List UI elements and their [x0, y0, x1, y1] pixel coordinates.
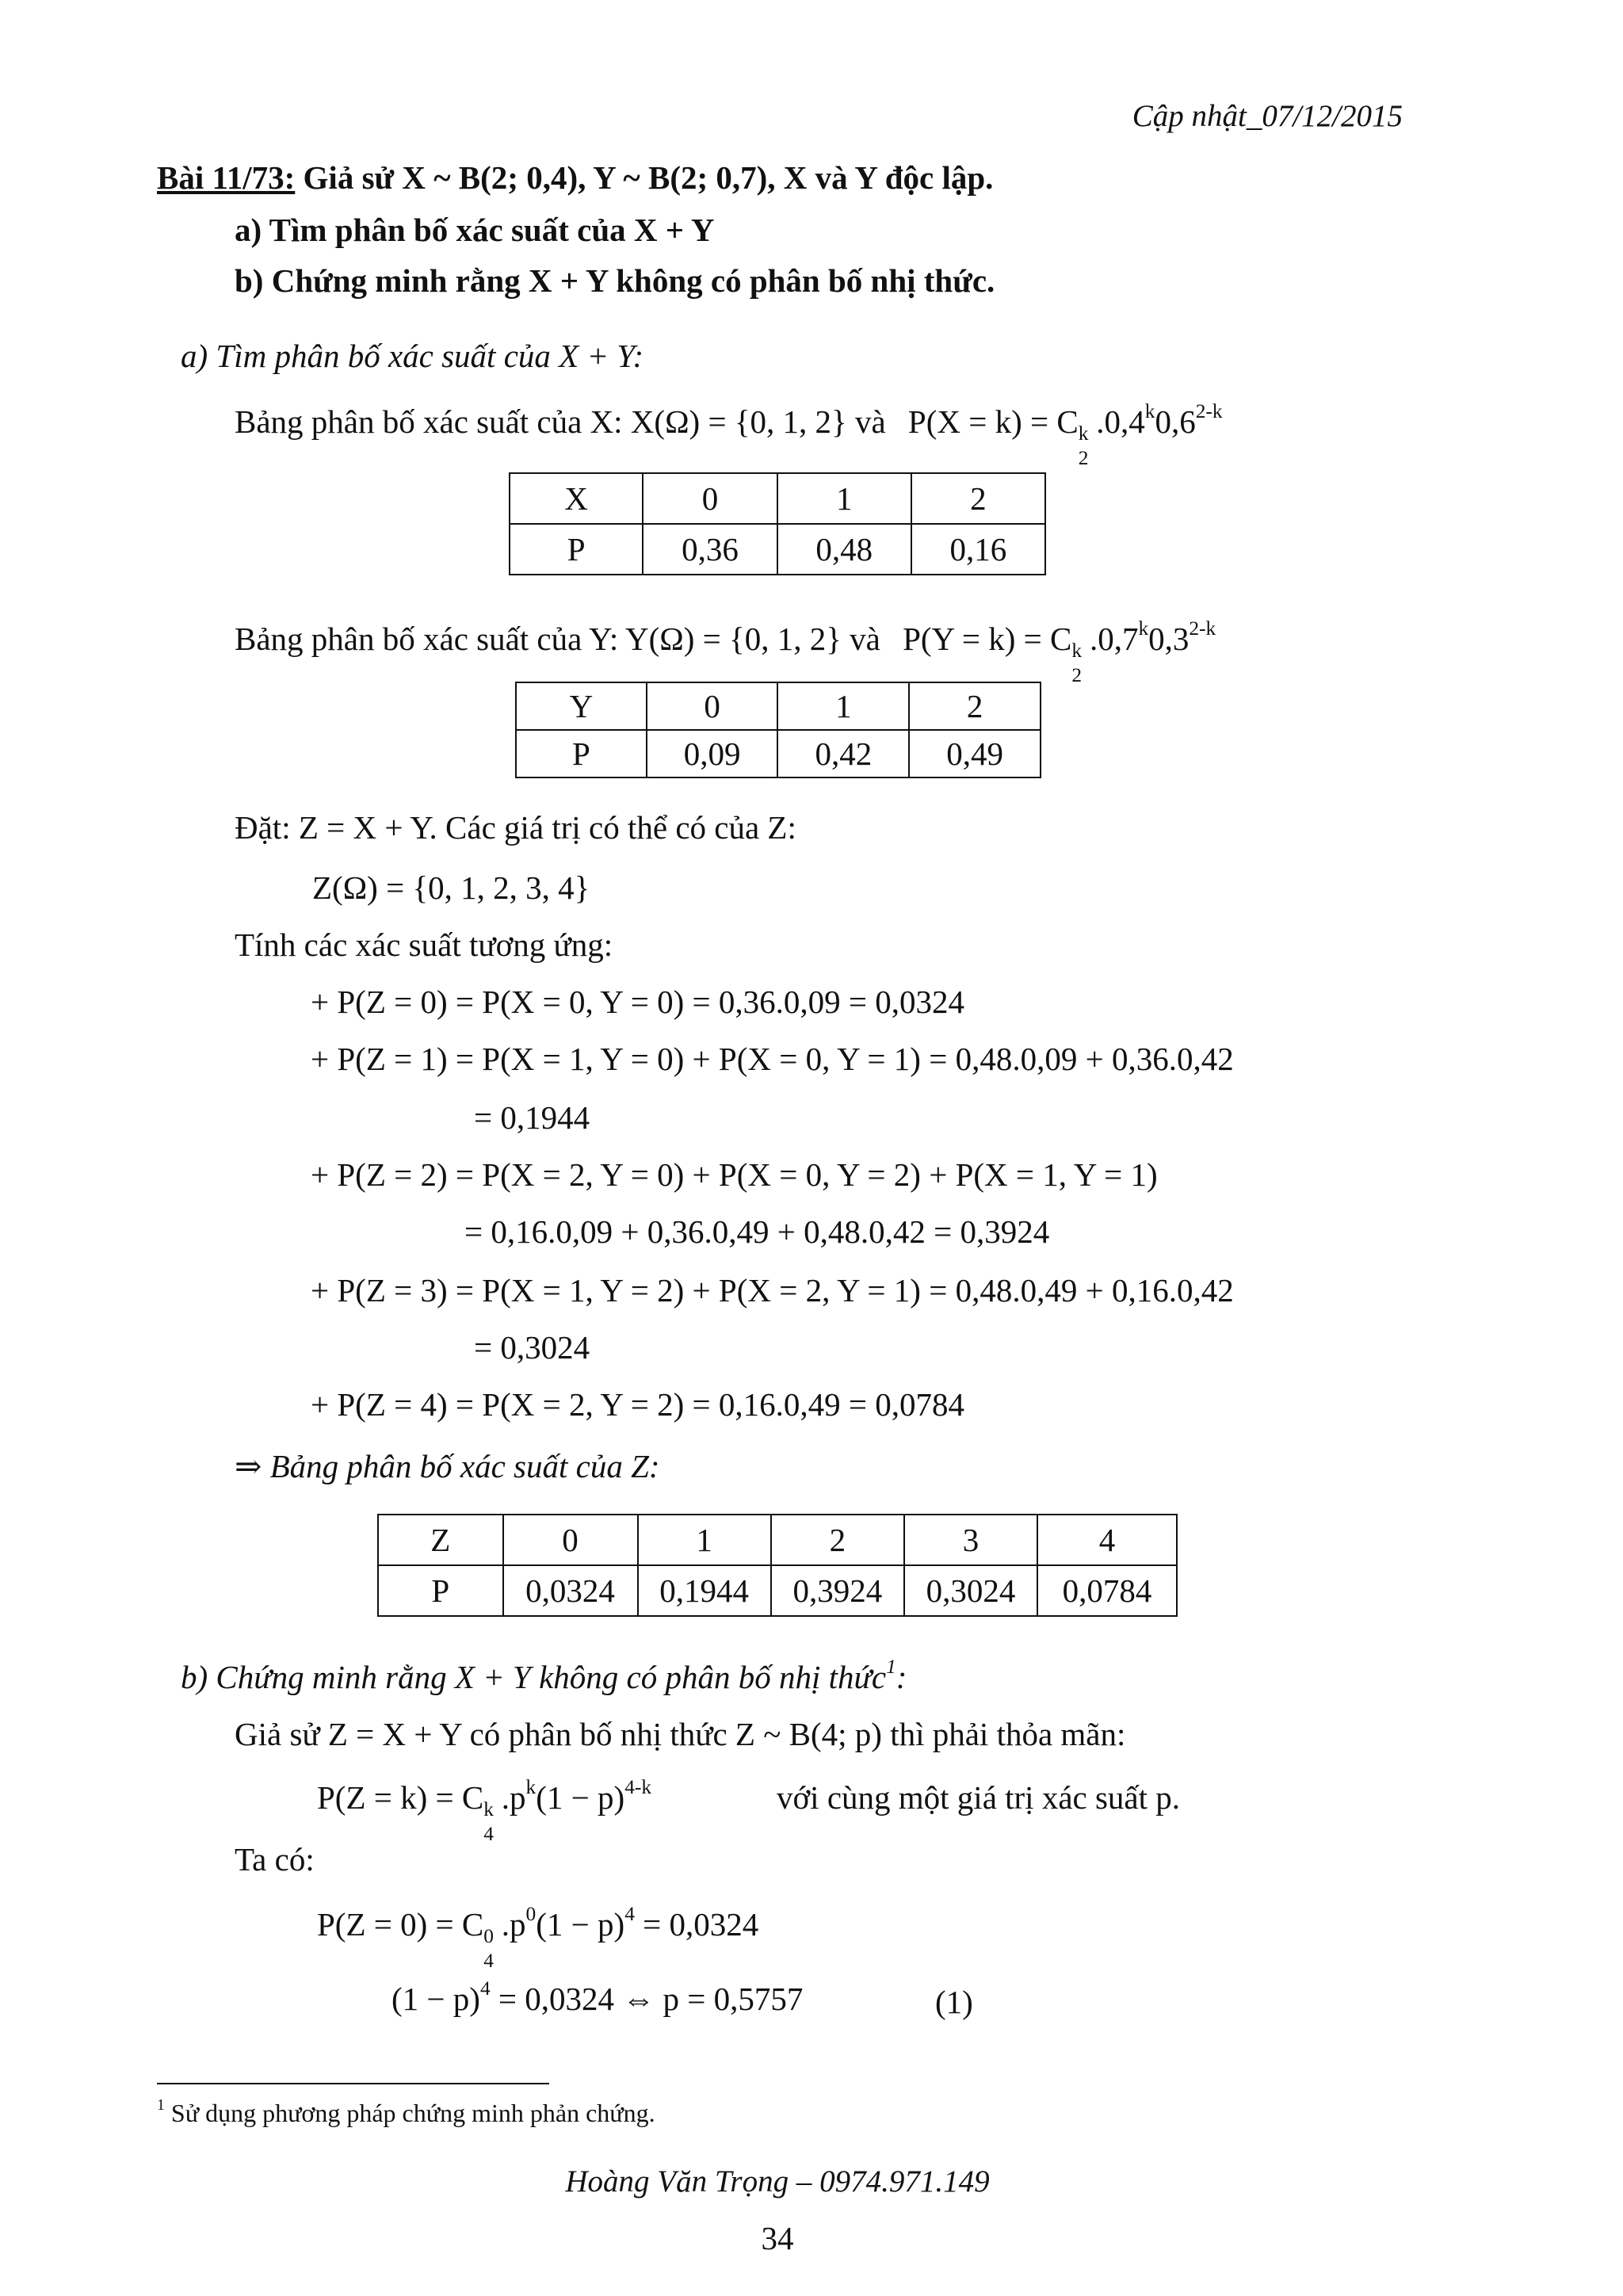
calc-line: = 0,3024: [474, 1329, 590, 1366]
calc-intro: Tính các xác suất tương ứng:: [235, 926, 613, 963]
table-row: [510, 473, 1045, 524]
formula-exp1: k: [1144, 399, 1155, 422]
formula-note: với cùng một giá trị xác suất p.: [777, 1779, 1181, 1816]
formula-sub: 4: [483, 1949, 494, 1972]
formula-exp2: 4-k: [624, 1775, 652, 1798]
table-row: [516, 730, 1041, 777]
footer-author: Hoàng Văn Trọng – 0974.971.149: [565, 2164, 990, 2199]
formula-mid2: (1 − p): [536, 1779, 625, 1816]
formula-sup: k: [1078, 422, 1089, 445]
formula-sub: 4: [483, 1822, 494, 1845]
table-cell: P: [510, 524, 643, 575]
table-row: [516, 682, 1041, 730]
table-row: [378, 1515, 1177, 1565]
formula-mid: .0,7: [1089, 621, 1139, 657]
formula-right: = 0,0324 ⇔ p = 0,5757: [490, 1981, 804, 2017]
x-binomial-formula: [907, 399, 1223, 469]
table-cell: 1: [777, 682, 909, 730]
formula-exp1: 0: [525, 1902, 537, 1925]
table-cell: 2: [911, 473, 1045, 524]
formula-exp2: 2-k: [1189, 617, 1216, 640]
table-cell: 0: [643, 473, 777, 524]
table-z-distribution: [377, 1514, 1178, 1617]
formula-mid: .0,4: [1096, 403, 1145, 440]
table-row: [510, 524, 1045, 575]
formula-exp2: 4: [624, 1902, 635, 1925]
formula-sup: k: [1071, 640, 1083, 663]
table-cell: 0,1944: [638, 1565, 771, 1616]
table-cell: 0: [503, 1515, 638, 1565]
calc-line: + P(Z = 1) = P(X = 1, Y = 0) + P(X = 0, Y = 1) = 0,48.0,09 + 0,36.0,42: [311, 1041, 1234, 1077]
implies-arrow-icon: ⇒: [235, 1448, 262, 1484]
table-cell: P: [516, 730, 647, 777]
table-cell: 0,0324: [503, 1565, 638, 1616]
table-cell: 0,36: [643, 524, 777, 575]
formula-exp1: k: [1138, 617, 1149, 640]
formula-left: P(Z = k) = C: [317, 1779, 484, 1816]
y-intro-text: Bảng phân bố xác suất của Y: Y(Ω) = {0, 1, 2} và: [235, 621, 880, 657]
table-y-distribution: [515, 682, 1041, 778]
part-b-heading-end: :: [896, 1659, 907, 1695]
formula-mid2: (1 − p): [536, 1906, 625, 1943]
problem-text: Giả sử X ~ B(2; 0,4), Y ~ B(2; 0,7), X và Y độc lập.: [295, 159, 994, 196]
table-cell: 1: [638, 1515, 771, 1565]
table-cell: 0,48: [777, 524, 911, 575]
formula-mid2: 0,6: [1155, 403, 1196, 440]
y-distribution-intro: [235, 617, 1216, 686]
table-cell: Y: [516, 682, 647, 730]
table-cell: 1: [777, 473, 911, 524]
formula-exp: 4: [479, 1977, 491, 2000]
equation-p: [391, 1977, 804, 2019]
table-cell: 0: [647, 682, 778, 730]
table-cell: 0,09: [647, 730, 778, 777]
table-cell: X: [510, 473, 643, 524]
equation-tag: (1): [935, 1984, 973, 2020]
binomial-assumption: Giả sử Z = X + Y có phân bố nhị thức Z ~ B(4; p) thì phải thỏa mãn:: [235, 1716, 1126, 1752]
formula-right: = 0,0324: [634, 1906, 759, 1943]
formula-left: P(Z = 0) = C: [317, 1906, 484, 1943]
question-a: a) Tìm phân bố xác suất của X + Y: [235, 212, 715, 248]
part-b-heading-text: b) Chứng minh rằng X + Y không có phân bố nhị thức: [181, 1659, 887, 1695]
formula-sub: 2: [1078, 446, 1089, 469]
formula-mid: .p: [501, 1779, 526, 1816]
table-cell: 0,3924: [771, 1565, 904, 1616]
problem-statement: [157, 159, 993, 197]
table-cell: 0,16: [911, 524, 1045, 575]
part-a-heading: a) Tìm phân bố xác suất của X + Y:: [181, 338, 644, 374]
question-b: b) Chứng minh rằng X + Y không có phân bố nhị thức.: [235, 262, 995, 299]
formula-sup: k: [483, 1798, 494, 1821]
table-cell: 0,0784: [1037, 1565, 1177, 1616]
z-definition: Đặt: Z = X + Y. Các giá trị có thể có của Z:: [235, 809, 796, 846]
table-cell: 3: [904, 1515, 1037, 1565]
calc-line: + P(Z = 0) = P(X = 0, Y = 0) = 0,36.0,09 = 0,0324: [311, 984, 965, 1020]
x-distribution-intro: [235, 399, 1223, 469]
formula-left: P(X = k) = C: [907, 403, 1079, 440]
calc-line: + P(Z = 3) = P(X = 1, Y = 2) + P(X = 2, Y = 1) = 0,48.0,49 + 0,16.0,42: [311, 1272, 1234, 1308]
table-cell: 0,42: [777, 730, 909, 777]
formula-exp1: k: [525, 1775, 537, 1798]
footnote: [157, 2096, 655, 2128]
table-cell: P: [378, 1565, 503, 1616]
problem-label: Bài 11/73:: [157, 159, 296, 196]
table-row: [378, 1565, 1177, 1616]
calc-line: + P(Z = 2) = P(X = 2, Y = 0) + P(X = 0, Y = 2) + P(X = 1, Y = 1): [311, 1156, 1158, 1193]
formula-left: (1 − p): [391, 1981, 480, 2017]
table-cell: 0,3024: [904, 1565, 1037, 1616]
calc-line: = 0,1944: [474, 1099, 590, 1136]
binomial-formula-z: [317, 1775, 652, 1845]
formula-sup: 0: [483, 1925, 494, 1948]
footnote-text: Sử dụng phương pháp chứng minh phản chứng.: [164, 2099, 655, 2127]
equation-z0: [317, 1902, 759, 1972]
table-cell: 2: [909, 682, 1041, 730]
footnote-mark: 1: [157, 2096, 165, 2115]
x-intro-text: Bảng phân bố xác suất của X: X(Ω) = {0, 1, 2} và: [235, 403, 886, 440]
table-cell: 0,49: [909, 730, 1041, 777]
formula-sub: 2: [1071, 663, 1083, 686]
page-number: 34: [761, 2220, 794, 2256]
z-table-heading-text: Bảng phân bố xác suất của Z:: [262, 1448, 660, 1484]
table-x-distribution: [509, 472, 1046, 575]
formula-mid: .p: [501, 1906, 526, 1943]
ta-co: Ta có:: [235, 1841, 315, 1878]
footnote-divider: [157, 2083, 549, 2084]
z-values: Z(Ω) = {0, 1, 2, 3, 4}: [312, 869, 590, 906]
part-b-heading: [181, 1655, 907, 1697]
formula-left: P(Y = k) = C: [903, 621, 1072, 657]
table-cell: Z: [378, 1515, 503, 1565]
footnote-ref: 1: [886, 1655, 896, 1678]
update-date: Cập nhật_07/12/2015: [1132, 99, 1403, 133]
formula-mid2: 0,3: [1148, 621, 1190, 657]
y-binomial-formula: [903, 617, 1216, 686]
calc-line: = 0,16.0,09 + 0,36.0,49 + 0,48.0,42 = 0,3924: [464, 1213, 1050, 1250]
z-table-heading: [235, 1447, 660, 1486]
calc-line: + P(Z = 4) = P(X = 2, Y = 2) = 0,16.0,49 = 0,0784: [311, 1386, 965, 1423]
table-cell: 2: [771, 1515, 904, 1565]
table-cell: 4: [1037, 1515, 1177, 1565]
formula-exp2: 2-k: [1195, 399, 1223, 422]
